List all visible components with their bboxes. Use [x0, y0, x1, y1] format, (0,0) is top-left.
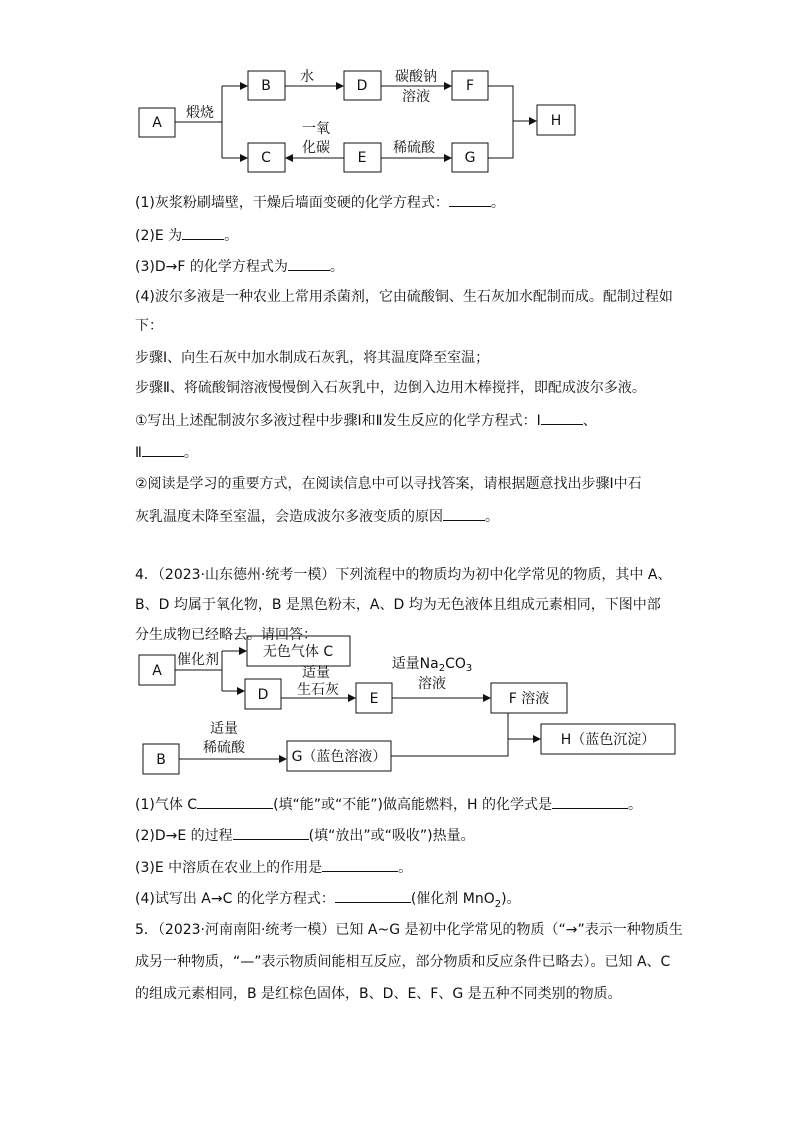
answer-blank[interactable] — [197, 794, 273, 809]
q3-sub4-part2-line1: ②阅读是学习的重要方式，在阅读信息中可以寻找答案，请根据题意找出步骤Ⅰ中石 — [135, 476, 642, 492]
q3-sub4-part1-text: ①写出上述配制波尔多液过程中步骤Ⅰ和Ⅱ发生反应的化学方程式：Ⅰ — [135, 413, 541, 429]
punct: 。 — [329, 259, 344, 275]
label2-solution: 溶液 — [418, 676, 446, 692]
label2-node-a: A — [152, 663, 162, 679]
label-co-1: 一氧 — [302, 121, 330, 137]
punct: 。 — [490, 195, 505, 211]
q4-sub1-text-b: (填“能”或“不能”)做高能燃料，H 的化学式是 — [273, 797, 552, 813]
q4-sub4 — [135, 888, 695, 909]
punct: 、 — [582, 413, 597, 429]
label-node-d: D — [356, 78, 368, 94]
answer-blank[interactable] — [335, 888, 411, 903]
answer-blank[interactable] — [233, 825, 309, 840]
label2-quicklime: 生石灰 — [297, 682, 339, 698]
label2-node-h: H（蓝色沉淀） — [560, 732, 656, 748]
q4-stem-line1: 4．（2023·山东德州·统考一模）下列流程中的物质均为初中化学常见的物质，其中 A、 — [135, 567, 672, 583]
q4-sub2-text: (2)D→E 的过程 — [135, 828, 233, 844]
label2-dilute-h2so4: 稀硫酸 — [203, 740, 245, 756]
label2-node-c: 无色气体 C — [262, 644, 334, 660]
label-node-a: A — [152, 115, 162, 131]
punct: 。 — [183, 445, 198, 461]
answer-blank[interactable] — [322, 857, 398, 872]
q3-sub2-text: (2)E 为 — [135, 228, 183, 244]
q3-sub4-line1: (4)波尔多液是一种农业上常用杀菌剂，它由硫酸铜、生石灰加水配制而成。配制过程如 — [135, 289, 673, 305]
label2-node-g: G（蓝色溶液） — [291, 749, 387, 765]
q4-sub2 — [135, 825, 695, 846]
answer-blank[interactable] — [552, 794, 628, 809]
label2-node-b: B — [156, 752, 166, 768]
q3-sub4-part2-text: 灰乳温度未降至室温，会造成波尔多液变质的原因 — [135, 509, 443, 525]
label-node-e: E — [357, 150, 367, 166]
label-dilute-h2so4: 稀硫酸 — [393, 140, 435, 156]
subscript: 2 — [494, 898, 502, 910]
label2-proper-1: 适量 — [302, 665, 330, 681]
punct: 。 — [627, 797, 642, 813]
q5-stem-line1: 5．（2023·河南南阳·统考一模）已知 A~G 是初中化学常见的物质（“→”表示一种物质生 — [135, 922, 683, 938]
label-node-c: C — [261, 150, 271, 166]
q4-stem-line3: 分生成物已经略去。请回答： — [135, 627, 317, 643]
q4-sub3 — [135, 857, 695, 878]
label-node-b: B — [261, 78, 271, 94]
label-calcine: 煅烧 — [186, 105, 214, 121]
label2-catalyst: 催化剂 — [177, 652, 219, 668]
label-sodium-carbonate-2: 溶液 — [402, 89, 430, 105]
label2-node-f: F 溶液 — [508, 691, 550, 707]
roman-two: Ⅱ — [135, 445, 142, 461]
label-sodium-carbonate-1: 碳酸钠 — [395, 69, 437, 85]
label2-node-e: E — [369, 691, 379, 707]
q5-stem-line3: 的组成元素相同，B 是红棕色固体，B、D、E、F、G 是五种不同类别的物质。 — [135, 986, 622, 1002]
label2-proper-2: 适量 — [210, 721, 238, 737]
label-node-f: F — [465, 78, 475, 94]
label2-na2co3: 适量$Na_2CO_3$ — [391, 656, 473, 674]
punct: 。 — [398, 860, 413, 876]
label-co-2: 化碳 — [302, 140, 330, 156]
q4-stem-line2: B、D 均属于氧化物，B 是黑色粉末，A、D 均为无色液体且组成元素相同，下图中部 — [135, 597, 661, 613]
punct: 。 — [224, 228, 239, 244]
q4-sub1 — [135, 794, 695, 815]
q4-sub3-text: (3)E 中溶质在农业上的作用是 — [135, 860, 323, 876]
q3-step2: 步骤Ⅱ、将硫酸铜溶液慢慢倒入石灰乳中，边倒入边用木棒搅拌，即配成波尔多液。 — [135, 380, 646, 396]
q3-sub1-text: (1)灰浆粉刷墙壁，干燥后墙面变硬的化学方程式： — [135, 195, 449, 211]
q3-sub3-text: (3)D→F 的化学方程式为 — [135, 259, 288, 275]
label-water: 水 — [300, 69, 314, 85]
label-node-g: G — [464, 150, 476, 166]
label2-node-d: D — [257, 687, 269, 703]
connector2-fg-to-h — [391, 713, 508, 756]
q4-sub1-text-a: (1)气体 C — [135, 797, 198, 813]
q5-stem-line2: 成另一种物质，“—”表示物质间能相互反应，部分物质和反应条件已略去）。已知 A、C — [135, 954, 671, 970]
punct: 。 — [485, 509, 499, 525]
q4-sub2-text-b: (填“放出”或“吸收”)热量。 — [308, 828, 475, 844]
q4-sub4-text: (4)试写出 A→C 的化学方程式： — [135, 891, 335, 907]
label-node-h: H — [550, 113, 562, 129]
q3-sub4-line2: 下： — [135, 318, 163, 334]
q3-step1: 步骤Ⅰ、向生石灰中加水制成石灰乳，将其温度降至室温； — [135, 350, 490, 366]
punct: )。 — [501, 891, 521, 907]
q4-sub4-catalyst: (催化剂 MnO — [410, 891, 495, 907]
